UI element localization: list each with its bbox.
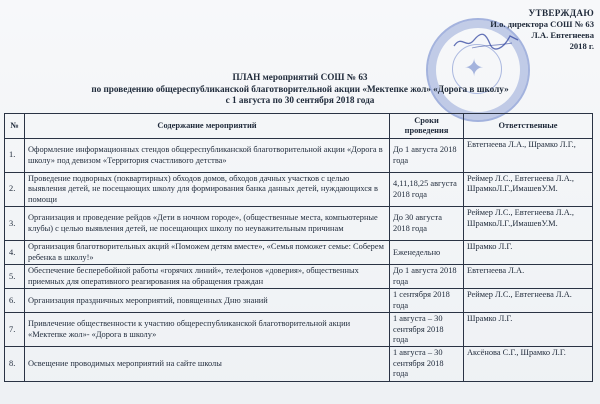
title-line-2: по проведению общереспубликанской благотворительной акции «Мектепке жол» «Дорога в школу» [91, 83, 509, 94]
row-number: 3. [5, 207, 25, 241]
row-responsible: Евтегнеева Л.А. [464, 265, 593, 289]
approval-date: 2018 г. [569, 41, 594, 51]
row-content: Организация и проведение рейдов «Дети в ночном городе», (общественные места, компьютерные клубы) с целью выявления детей, не посещающих школу по неуважительным причинам [25, 207, 390, 241]
header-dates: Сроки проведения [390, 114, 464, 139]
row-dates: До 1 августа 2018 года [390, 265, 464, 289]
table-header-row [5, 114, 593, 139]
row-content: Привлечение общественности к участию общереспубликанской благотворительной акции «Мектепке жол»- «Дорога в школу» [25, 313, 390, 347]
header-content: Содержание мероприятий [25, 114, 390, 139]
row-content: Оформление информационных стендов общереспубликанской благотворительной акции «Дорога в школу» под девизом «Территория счастливого детства» [25, 139, 390, 173]
row-dates: Еженедельно [390, 241, 464, 265]
row-content: Проведение подворных (поквартирных) обходов домов, обходов дачных участков с целью выявления детей, не посещающих школу для формирования банка данных детей, нуждающихся в помощи [25, 173, 390, 207]
table-row [5, 207, 593, 241]
row-responsible: Шрамко Л.Г. [464, 313, 593, 347]
approval-block [404, 8, 594, 52]
table-row [5, 139, 593, 173]
table-row [5, 289, 593, 313]
row-content: Освещение проводимых мероприятий на сайте школы [25, 347, 390, 381]
row-responsible: Реймер Л.С., Евтегнеева Л.А., ШрамкоЛ.Г.,ИмашевУ.М. [464, 207, 593, 241]
row-number: 1. [5, 139, 25, 173]
row-number: 5. [5, 265, 25, 289]
row-number: 7. [5, 313, 25, 347]
row-dates: 4,11,18,25 августа 2018 года [390, 173, 464, 207]
row-responsible: Реймер Л.С., Евтегнеева Л.А. [464, 289, 593, 313]
table-row [5, 313, 593, 347]
row-responsible: Реймер Л.С., Евтегнеева Л.А., ШрамкоЛ.Г.,ИмашевУ.М. [464, 173, 593, 207]
row-content: Организация праздничных мероприятий, повященных Дню знаний [25, 289, 390, 313]
row-number: 8. [5, 347, 25, 381]
title-line-1: ПЛАН мероприятий СОШ № 63 [232, 72, 368, 82]
row-number: 4. [5, 241, 25, 265]
row-responsible: Шрамко Л.Г. [464, 241, 593, 265]
approval-heading: УТВЕРЖДАЮ [528, 8, 594, 18]
title-line-3: с 1 августа по 30 сентября 2018 года [225, 95, 375, 105]
table-row [5, 347, 593, 381]
row-dates: 1 августа – 30 сентября 2018 года [390, 347, 464, 381]
table-row [5, 241, 593, 265]
row-dates: До 30 августа 2018 года [390, 207, 464, 241]
approval-position: И.о. директора СОШ № 63 [490, 19, 594, 29]
row-dates: 1 августа – 30 сентября 2018 года [390, 313, 464, 347]
row-responsible: Аксёнова С.Г., Шрамко Л.Г. [464, 347, 593, 381]
row-content: Организация благотворительных акций «Поможем детям вместе», «Семья поможет семье: Соберем ребенка в школу!» [25, 241, 390, 265]
row-number: 6. [5, 289, 25, 313]
header-responsible: Ответственные [464, 114, 593, 139]
table-row [5, 173, 593, 207]
row-dates: До 1 августа 2018 года [390, 139, 464, 173]
header-number: № [5, 114, 25, 139]
approval-name: Л.А. Евтегнеева [531, 30, 594, 40]
row-number: 2. [5, 173, 25, 207]
table-row [5, 265, 593, 289]
events-table [4, 113, 593, 382]
row-dates: 1 сентября 2018 года [390, 289, 464, 313]
row-content: Обеспечение бесперебойной работы «горячих линий», телефонов «доверия», общественных приемных для оперативного реагирования на обращения граждан [25, 265, 390, 289]
row-responsible: Евтегнеева Л.А., Шрамко Л.Г., [464, 139, 593, 173]
stamp-emblem-icon: ✦ [464, 54, 485, 82]
document-title [0, 72, 600, 107]
